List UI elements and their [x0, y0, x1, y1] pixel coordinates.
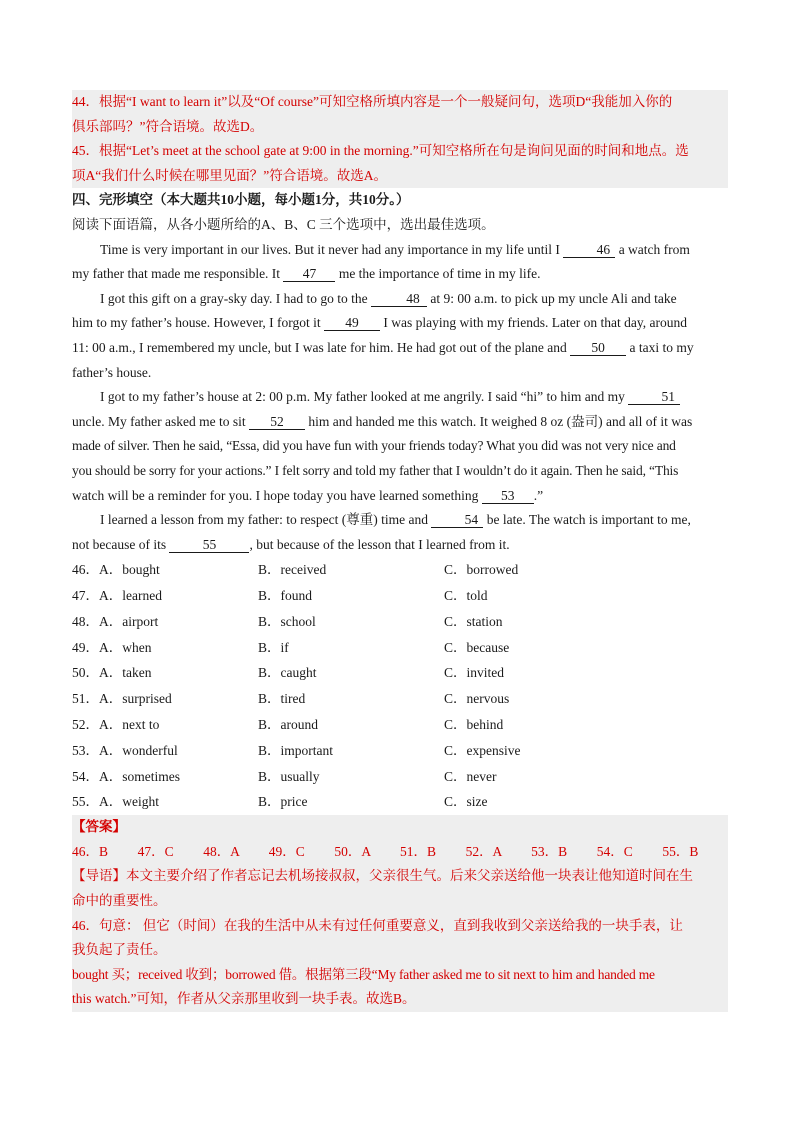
- blank-50: 50: [570, 340, 626, 356]
- passage-text: uncle. My father asked me to sit: [72, 413, 246, 429]
- blank-46: 46: [563, 242, 615, 258]
- passage-line: father’s house.: [72, 364, 152, 380]
- answer-key-row: [72, 840, 728, 865]
- blank-47: 47: [283, 266, 335, 282]
- passage-text: I was playing with my friends. Later on that day, around: [383, 315, 687, 331]
- passage-paragraph-1: [72, 238, 728, 287]
- question-number: 48．: [72, 613, 99, 629]
- option-a: [72, 557, 258, 583]
- option-a-text: A．bought: [99, 562, 160, 578]
- option-b: B．found: [258, 588, 312, 604]
- option-c: C．expensive: [444, 742, 521, 758]
- answer-item: 54．C: [596, 843, 633, 859]
- blank-54: 54: [431, 512, 483, 528]
- blank-55: 55: [169, 537, 249, 553]
- option-a: [72, 738, 258, 764]
- passage-text: .”: [533, 487, 544, 503]
- option-c: C．invited: [444, 665, 504, 681]
- option-b: B．if: [258, 639, 289, 655]
- blank-53: 53: [482, 488, 534, 504]
- passage-paragraph-2: [72, 287, 728, 385]
- passage-text: , but because of the lesson that I learned from it.: [249, 536, 510, 552]
- options-list: [72, 557, 728, 815]
- option-b: B．tired: [258, 691, 306, 707]
- option-b: B．price: [258, 794, 308, 810]
- option-a-text: A．next to: [99, 717, 160, 733]
- question-number: 52．: [72, 717, 99, 733]
- q46-explanation-line2: 我负起了责任。: [72, 942, 167, 958]
- passage-text: watch will be a reminder for you. I hope today you have learned something: [72, 487, 479, 503]
- passage-text: him to my father’s house. However, I forgot it: [72, 315, 321, 331]
- option-a: [72, 686, 258, 712]
- option-c: C．nervous: [444, 691, 510, 707]
- document-page: [72, 90, 728, 1012]
- question-number: 53．: [72, 742, 99, 758]
- option-row: [72, 660, 728, 686]
- option-a-text: A．wonderful: [99, 742, 178, 758]
- passage-line: [72, 410, 728, 435]
- option-b: B．usually: [258, 768, 320, 784]
- option-a: [72, 609, 258, 635]
- option-c: C．size: [444, 794, 488, 810]
- option-a: [72, 789, 258, 815]
- section-instruction: 阅读下面语篇，从各小题所给的A、B、C 三个选项中，选出最佳选项。: [72, 216, 495, 232]
- question-number: 46．: [72, 562, 99, 578]
- passage-paragraph-4: [72, 508, 728, 557]
- passage-text: be late. The watch is important to me,: [486, 512, 691, 528]
- blank-48: 48: [371, 291, 427, 307]
- blank-51: 51: [628, 389, 680, 405]
- option-c: C．behind: [444, 717, 504, 733]
- q44-explanation-line1: 44．根据“I want to learn it”以及“Of course”可知空格所填内容是一个一般疑问句，选项D“我能加入你的: [72, 94, 673, 109]
- passage-line: [72, 336, 728, 361]
- answer-item: 48．A: [203, 843, 240, 859]
- option-row: [72, 789, 728, 815]
- option-a: [72, 635, 258, 661]
- passage-line: you should be sorry for your actions.” I felt sorry and told my father that I wouldn’t do it again. Then he said, “This: [72, 462, 679, 478]
- option-a: [72, 712, 258, 738]
- answer-label: 【答案】: [72, 819, 126, 835]
- option-a: [72, 660, 258, 686]
- option-a: [72, 764, 258, 790]
- option-row: [72, 583, 728, 609]
- option-a: [72, 583, 258, 609]
- q45-explanation-line2: 项A“我们什么时候在哪里见面？”符合语境。故选A。: [72, 167, 387, 183]
- option-a-text: A．surprised: [99, 691, 172, 707]
- q44-explanation-line2: 俱乐部吗？”符合语境。故选D。: [72, 118, 264, 134]
- question-number: 50．: [72, 665, 99, 681]
- passage-line: made of silver. Then he said, “Essa, did you have fun with your friends today? What you did was not very nice and: [72, 438, 676, 454]
- option-c: C．because: [444, 639, 510, 655]
- passage-line: [72, 262, 728, 287]
- option-b: B．around: [258, 717, 318, 733]
- option-b: B．school: [258, 613, 316, 629]
- blank-52: 52: [249, 414, 305, 430]
- option-b: B．caught: [258, 665, 317, 681]
- passage-text: me the importance of time in my life.: [338, 266, 541, 282]
- option-c: C．station: [444, 613, 503, 629]
- passage-text: a watch from: [618, 241, 690, 257]
- option-row: [72, 686, 728, 712]
- passage-line: [72, 508, 728, 533]
- section-heading: 四、完形填空（本大题共10小题，每小题1分，共10分。）: [72, 192, 410, 208]
- answer-item: 52．A: [465, 843, 503, 859]
- option-row: [72, 557, 728, 583]
- passage-line: [72, 484, 728, 509]
- passage-text: I got to my father’s house at 2: 00 p.m. My father looked at me angrily. I said “hi” to him and my: [100, 389, 625, 405]
- question-number: 54．: [72, 768, 99, 784]
- option-a-text: A．airport: [99, 613, 159, 629]
- passage-line: [72, 385, 728, 410]
- option-a-text: A．learned: [99, 588, 162, 604]
- option-c: C．never: [444, 768, 497, 784]
- option-a-text: A．taken: [99, 665, 152, 681]
- q46-explanation-line3: bought 买；received 收到；borrowed 借。根据第三段“My father asked me to sit next to him and handed me: [72, 966, 655, 982]
- option-b: B．received: [258, 562, 327, 578]
- q45-explanation-line1: 45．根据“Let’s meet at the school gate at 9:00 in the morning.”可知空格所在句是询问见面的时间和地点。选: [72, 143, 689, 159]
- blank-49: 49: [324, 315, 380, 331]
- answer-item: 51．B: [399, 843, 436, 859]
- option-row: [72, 635, 728, 661]
- passage-paragraph-3: [72, 385, 728, 508]
- option-c: C．told: [444, 588, 488, 604]
- answer-block: [72, 815, 728, 1012]
- passage-text: at 9: 00 a.m. to pick up my uncle Ali and take: [430, 290, 677, 306]
- question-number: 49．: [72, 639, 99, 655]
- guide-line1: 【导语】本文主要介绍了作者忘记去机场接叔叔，父亲很生气。后来父亲送给他一块表让他知道时间在生: [72, 868, 693, 884]
- option-c: C．borrowed: [444, 562, 519, 578]
- answer-item: 47．C: [137, 843, 174, 859]
- passage-text: I learned a lesson from my father: to respect (尊重) time and: [100, 512, 429, 528]
- passage-line: [72, 287, 728, 312]
- option-row: [72, 712, 728, 738]
- passage-text: a taxi to my: [629, 339, 694, 355]
- option-row: [72, 738, 728, 764]
- passage-line: [72, 533, 728, 558]
- guide-line2: 命中的重要性。: [72, 893, 167, 909]
- answer-item: 50．A: [334, 843, 372, 859]
- question-number: 55．: [72, 794, 99, 810]
- q46-explanation-line4: this watch.”可知，作者从父亲那里收到一块手表。故选B。: [72, 991, 416, 1007]
- q46-explanation-line1: 46．句意： 但它（时间）在我的生活中从未有过任何重要意义，直到我收到父亲送给我的一块手表，让: [72, 917, 683, 933]
- previous-answers-block: [72, 90, 728, 188]
- answer-item: 46．B: [72, 843, 109, 859]
- option-a-text: A．weight: [99, 794, 159, 810]
- answer-item: 53．B: [531, 843, 568, 859]
- passage-text: my father that made me responsible. It: [72, 266, 281, 282]
- passage-text: him and handed me this watch. It weighed 8 oz (盎司) and all of it was: [308, 413, 693, 429]
- question-number: 51．: [72, 691, 99, 707]
- option-a-text: A．sometimes: [99, 768, 180, 784]
- passage-text: Time is very important in our lives. But it never had any importance in my life until I: [100, 241, 560, 257]
- question-number: 47．: [72, 588, 99, 604]
- answer-item: 55．B: [662, 843, 699, 859]
- option-row: [72, 609, 728, 635]
- passage-text: I got this gift on a gray-sky day. I had to go to the: [100, 290, 368, 306]
- passage-line: [72, 311, 728, 336]
- answer-item: 49．C: [268, 843, 305, 859]
- passage-line: [72, 238, 728, 263]
- option-a-text: A．when: [99, 639, 152, 655]
- passage-text: 11: 00 a.m., I remembered my uncle, but I was late for him. He had got out of the plane and: [72, 339, 567, 355]
- option-b: B．important: [258, 742, 333, 758]
- option-row: [72, 764, 728, 790]
- passage-text: not because of its: [72, 536, 167, 552]
